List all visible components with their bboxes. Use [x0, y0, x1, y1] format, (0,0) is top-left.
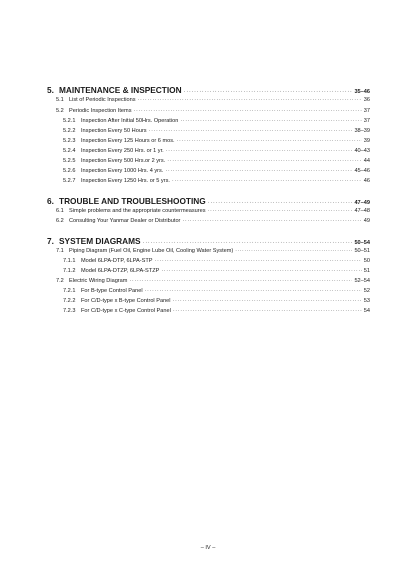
entry-number: 5.2.2 — [63, 128, 76, 134]
section-title: SYSTEM DIAGRAMS — [59, 236, 141, 246]
entry-number: 7.1.1 — [63, 258, 76, 264]
dot-leader — [155, 259, 362, 265]
entry-title: Inspection Every 1250 Hrs. or 5 yrs. — [81, 178, 170, 184]
entry-pages: 50 — [363, 258, 370, 264]
entry-number: 5.2.1 — [63, 118, 76, 124]
entry-number: 5.1 — [56, 97, 64, 103]
dot-leader — [173, 299, 362, 305]
section-pages: 47–49 — [354, 200, 370, 206]
entry-title: Periodic Inspection Items — [69, 108, 132, 114]
section-title: MAINTENANCE & INSPECTION — [59, 85, 182, 95]
section-title: TROUBLE AND TROUBLESHOOTING — [59, 196, 206, 206]
entry-number: 5.2.6 — [63, 168, 76, 174]
dot-leader — [184, 89, 353, 95]
toc-entry-5-2-2[interactable] — [63, 129, 370, 135]
dot-leader — [235, 249, 352, 254]
entry-pages: 54 — [363, 308, 370, 314]
entry-pages: 47–48 — [354, 208, 370, 214]
dot-leader — [180, 119, 361, 125]
entry-number: 7.2.1 — [63, 288, 76, 294]
entry-pages: 44 — [363, 158, 370, 164]
toc-entry-5-2-4[interactable] — [63, 149, 370, 155]
entry-title: Piping Diagram (Fuel Oil, Engine Lube Oil, Cooling Water System) — [69, 248, 234, 254]
toc-section-5[interactable] — [47, 86, 370, 96]
section-pages: 35–46 — [354, 89, 370, 95]
dot-leader — [134, 109, 362, 115]
toc-section-6[interactable] — [47, 197, 370, 207]
entry-title: Model 6LPA-DTP, 6LPA-STP — [81, 258, 153, 264]
entry-pages: 53 — [363, 298, 370, 304]
entry-title: For C/D-type x B-type Control Panel — [81, 298, 171, 304]
entry-title: Inspection Every 500 Hrs.or 2 yrs. — [81, 158, 166, 164]
entry-title: List of Periodic Inspections — [69, 97, 136, 103]
dot-leader — [129, 279, 352, 285]
dot-leader — [182, 219, 361, 225]
toc-entry-7-2-1[interactable] — [63, 289, 370, 295]
dot-leader — [208, 209, 353, 215]
toc-section-7[interactable] — [47, 237, 370, 247]
entry-title: For C/D-type x C-type Control Panel — [81, 308, 171, 314]
dot-leader — [177, 139, 362, 145]
entry-number: 7.2.2 — [63, 298, 76, 304]
section-number: 7. — [47, 236, 54, 246]
dot-leader — [138, 98, 362, 104]
entry-title: Inspection Every 125 Hours or 6 mos. — [81, 138, 175, 144]
toc-entry-5-1[interactable] — [56, 98, 370, 104]
entry-number: 6.1 — [56, 208, 64, 214]
entry-number: 7.2 — [56, 278, 64, 284]
entry-pages: 50–51 — [354, 248, 370, 254]
dot-leader — [173, 309, 362, 315]
page-number: – IV – — [200, 545, 216, 551]
entry-number: 7.1 — [56, 248, 64, 254]
entry-pages: 37 — [363, 108, 370, 114]
entry-pages: 45–46 — [354, 168, 370, 174]
entry-title: Inspection Every 250 Hrs. or 1 yr. — [81, 148, 164, 154]
entry-pages: 37 — [363, 118, 370, 124]
entry-number: 7.1.2 — [63, 268, 76, 274]
dot-leader — [167, 159, 362, 165]
entry-number: 5.2.5 — [63, 158, 76, 164]
toc-entry-7-1-1[interactable] — [63, 259, 370, 265]
entry-pages: 46 — [363, 178, 370, 184]
entry-pages: 36 — [363, 97, 370, 103]
entry-number: 6.2 — [56, 218, 64, 224]
entry-title: Model 6LPA-DTZP, 6LPA-STZP — [81, 268, 160, 274]
section-number: 5. — [47, 85, 54, 95]
dot-leader — [145, 289, 362, 295]
dot-leader — [143, 240, 353, 246]
entry-title: Inspection Every 50 Hours — [81, 128, 147, 134]
entry-title: Electric Wiring Diagram — [69, 278, 128, 284]
dot-leader — [149, 129, 353, 135]
entry-number: 7.2.3 — [63, 308, 76, 314]
entry-number: 5.2.4 — [63, 148, 76, 154]
entry-pages: 51 — [363, 268, 370, 274]
dot-leader — [208, 200, 353, 206]
toc-entry-6-1[interactable] — [56, 209, 370, 215]
toc-entry-5-2-1[interactable] — [63, 119, 370, 125]
entry-title: For B-type Control Panel — [81, 288, 143, 294]
entry-title: Inspection Every 1000 Hrs. 4 yrs. — [81, 168, 164, 174]
toc-entry-5-2-6[interactable] — [63, 169, 370, 175]
entry-pages: 49 — [363, 218, 370, 224]
entry-pages: 40–43 — [354, 148, 370, 154]
toc-entry-5-2-7[interactable] — [63, 179, 370, 185]
entry-title: Inspection After Initial 50Hrs. Operation — [81, 118, 179, 124]
entry-number: 5.2.3 — [63, 138, 76, 144]
toc-entry-7-1-2[interactable] — [63, 269, 370, 275]
dot-leader — [172, 179, 362, 185]
dot-leader — [161, 269, 361, 275]
toc-entry-5-2-3[interactable] — [63, 139, 370, 145]
toc-entry-7-1[interactable] — [56, 249, 370, 255]
toc-entry-5-2[interactable] — [56, 109, 370, 115]
entry-pages: 39 — [363, 138, 370, 144]
entry-number: 5.2.7 — [63, 178, 76, 184]
toc-entry-7-2-3[interactable] — [63, 309, 370, 315]
toc-entry-7-2-2[interactable] — [63, 299, 370, 305]
entry-title: Simple problems and the appropriate countermeasures — [69, 208, 206, 214]
toc-entry-7-2[interactable] — [56, 279, 370, 285]
entry-title: Consulting Your Yanmar Dealer or Distributor — [69, 218, 181, 224]
entry-pages: 52–54 — [354, 278, 370, 284]
section-number: 6. — [47, 196, 54, 206]
toc-entry-6-2[interactable] — [56, 219, 370, 225]
entry-pages: 52 — [363, 288, 370, 294]
dot-leader — [165, 169, 352, 175]
dot-leader — [166, 149, 353, 155]
section-pages: 50–54 — [354, 240, 370, 246]
entry-number: 5.2 — [56, 108, 64, 114]
entry-pages: 38–39 — [354, 128, 370, 134]
toc-entry-5-2-5[interactable] — [63, 159, 370, 165]
